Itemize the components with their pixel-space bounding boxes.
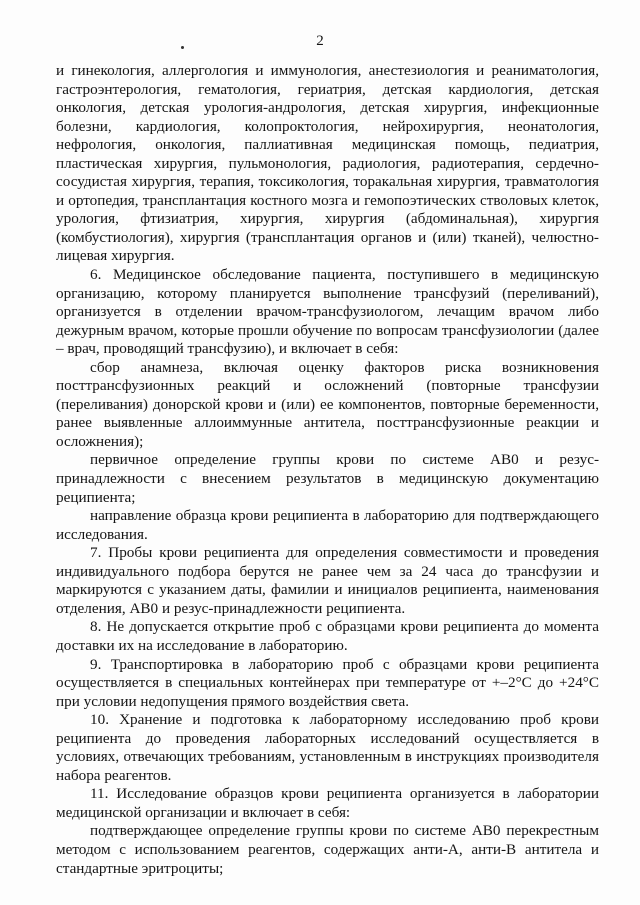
- paragraph-11: 11. Исследование образцов крови реципиента организуется в лаборатории медицинской организации и включает в себя:: [56, 785, 599, 821]
- document-body: [56, 62, 599, 878]
- paragraph-9: 9. Транспортировка в лабораторию проб с образцами крови реципиента осуществляется в специальных контейнерах при температуре от +–2°С до +24°С при условии недопущения прямого воздействия света.: [56, 655, 599, 710]
- paragraph-specialties-continued: и гинекология, аллергология и иммунология, анестезиология и реаниматология, гастроэнтерология, гематология, гериатрия, детская кардиология, детская онкология, детская урология-андрология, детская хирургия, инфекционные болезни, кардиология, колопроктология, нейрохирургия, неонатология, нефрология, онкология, паллиативная медицинская помощь, педиатрия, пластическая хирургия, пульмонология, радиология, радиотерапия, сердечно-сосудистая хирургия, терапия, токсикология, торакальная хирургия, травматология и ортопедия, трансплантация костного мозга и гемопоэтических стволовых клеток, урология, фтизиатрия, хирургия, хирургия (абдоминальная), хирургия (комбустиология), хирургия (трансплантация органов и (или) тканей), челюстно-лицевая хирургия.: [56, 62, 599, 265]
- paragraph-7: 7. Пробы крови реципиента для определения совместимости и проведения индивидуального подбора берутся не ранее чем за 24 часа до трансфузии и маркируются с указанием даты, фамилии и инициалов реципиента, наименования отделения, АВ0 и резус-принадлежности реципиента.: [56, 544, 599, 617]
- paragraph-10: 10. Хранение и подготовка к лабораторному исследованию проб крови реципиента до проведения лабораторных исследований осуществляется в условиях, отвечающих требованиям, установленным в инструкциях производителя набора реагентов.: [56, 711, 599, 784]
- paragraph-8: 8. Не допускается открытие проб с образцами крови реципиента до момента доставки их на исследование в лабораторию.: [56, 618, 599, 654]
- paragraph-6-item-anamnesis: сбор анамнеза, включая оценку факторов риска возникновения посттрансфузионных реакций и осложнений (повторные трансфузии (переливания) донорской крови и (или) ее компонентов, повторные беременности, ранее выявленные аллоиммунные антитела, посттрансфузионные реакции и осложнения);: [56, 358, 599, 450]
- scan-speck: [181, 46, 184, 49]
- page-number: 2: [316, 33, 324, 49]
- paragraph-6-item-blood-group: первичное определение группы крови по системе АВ0 и резус-принадлежности с внесением результатов в медицинскую документацию реципиента;: [56, 451, 599, 506]
- paragraph-11-item-abo-confirmation: подтверждающее определение группы крови по системе АВ0 перекрестным методом с использованием реагентов, содержащих анти-А, анти-В антитела и стандартные эритроциты;: [56, 822, 599, 877]
- paragraph-6-item-lab-referral: направление образца крови реципиента в лабораторию для подтверждающего исследования.: [56, 507, 599, 543]
- paragraph-6: 6. Медицинское обследование пациента, поступившего в медицинскую организацию, которому планируется выполнение трансфузий (переливаний), организуется в отделении врачом-трансфузиологом, лечащим врачом либо дежурным врачом, которые прошли обучение по вопросам трансфузиологии (далее – врач, проводящий трансфузию), и включает в себя:: [56, 266, 599, 358]
